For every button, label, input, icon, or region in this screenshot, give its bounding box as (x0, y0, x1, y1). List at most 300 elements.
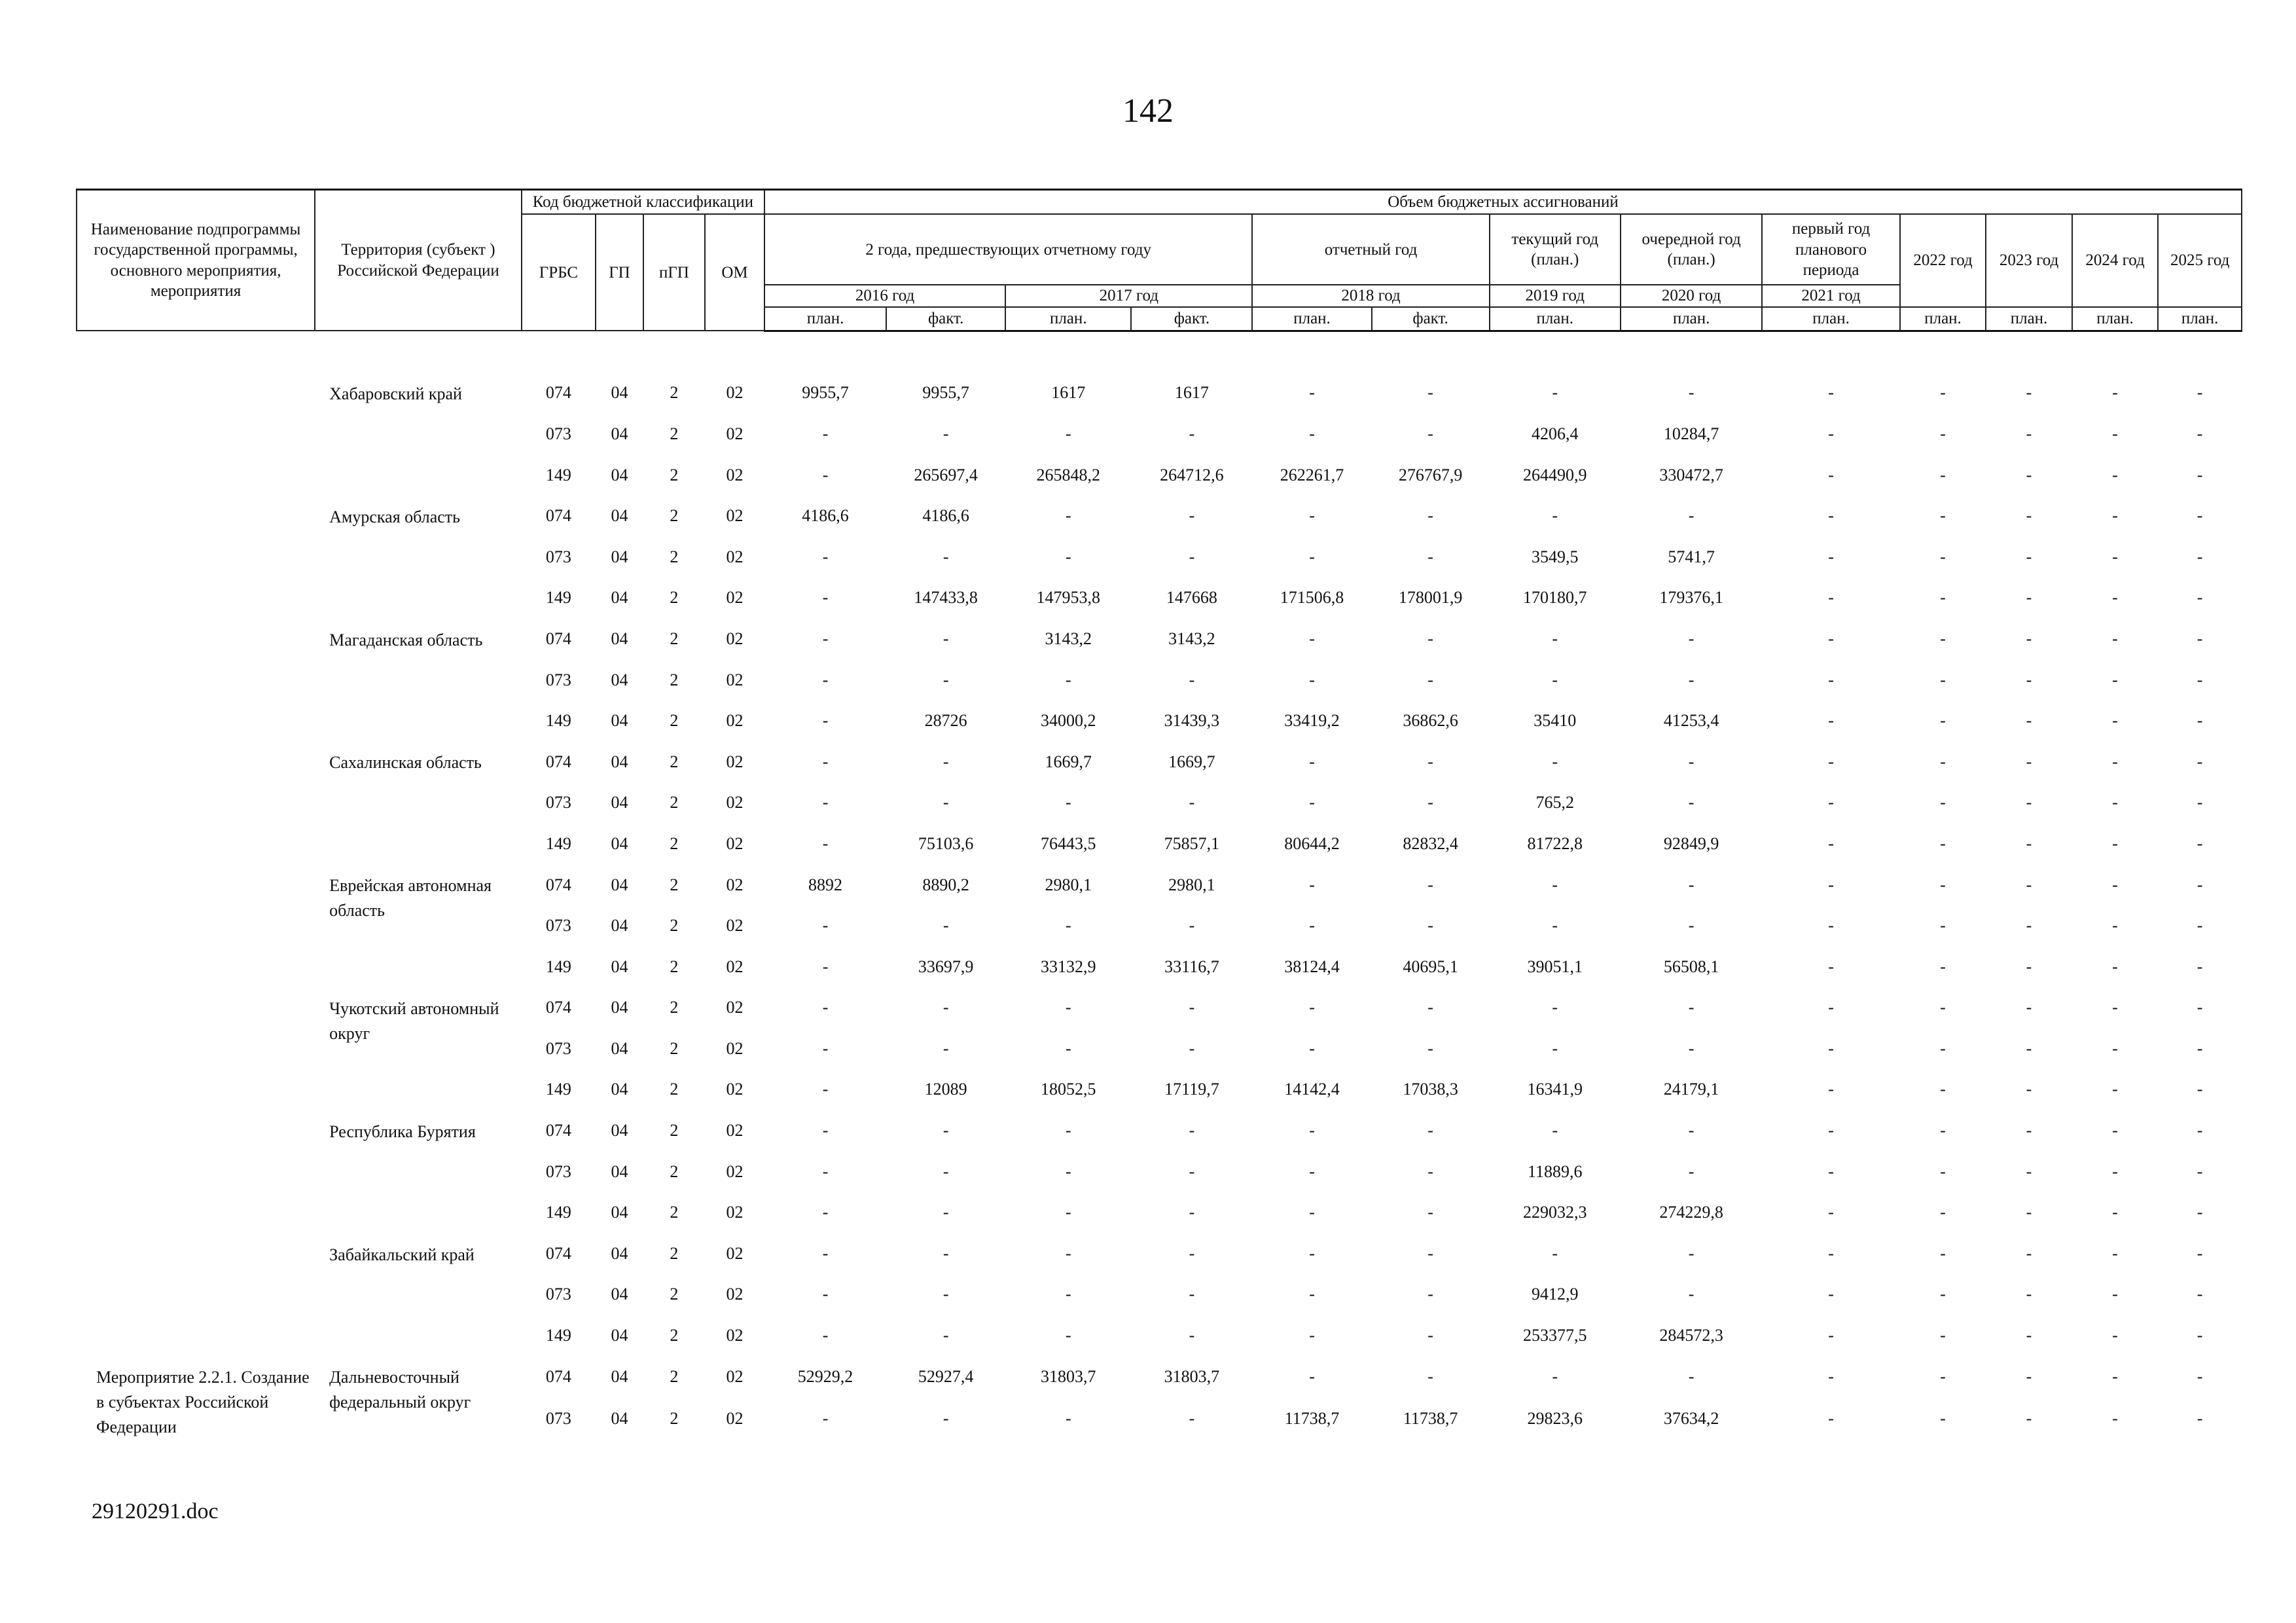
data-cell: - (822, 1080, 829, 1099)
data-cell: - (1828, 506, 1834, 526)
data-cell: 33116,7 (1164, 957, 1219, 976)
header-year-2017: 2017 год (1005, 285, 1252, 306)
data-cell: - (1427, 875, 1433, 894)
data-cell: 147433,8 (914, 588, 978, 608)
data-cell: - (942, 547, 949, 566)
data-cell: - (1688, 506, 1695, 526)
data-cell: - (2026, 1326, 2032, 1345)
data-cell: 04 (611, 916, 628, 936)
data-cell: - (2197, 1161, 2203, 1181)
data-cell: - (822, 424, 829, 443)
data-cell: - (1427, 383, 1433, 403)
data-cell: - (1065, 1121, 1071, 1140)
data-cell: - (1309, 506, 1315, 526)
header-plan: план. (1762, 307, 1899, 331)
table-row (77, 864, 2242, 905)
header-year-2018: 2018 год (1252, 285, 1489, 306)
data-cell: - (2026, 629, 2032, 648)
data-cell: 75857,1 (1164, 833, 1220, 853)
data-cell: 2 (670, 465, 679, 484)
data-cell: - (1065, 1326, 1071, 1345)
data-cell: - (1688, 670, 1695, 689)
data-cell: 2 (670, 670, 679, 689)
data-cell: - (1189, 670, 1195, 689)
data-cell: 04 (611, 1038, 628, 1058)
data-cell: - (2197, 588, 2203, 608)
data-cell: - (2026, 465, 2032, 484)
data-cell: - (1940, 1326, 1946, 1345)
data-cell: 02 (726, 711, 744, 731)
data-cell: 82832,4 (1403, 833, 1458, 853)
header-plan: план. (1490, 307, 1621, 331)
data-cell: - (2197, 465, 2203, 484)
data-cell: - (2197, 711, 2203, 731)
data-cell: - (2197, 875, 2203, 894)
data-cell: - (822, 916, 829, 936)
data-cell: - (2112, 957, 2118, 976)
data-cell: - (1940, 1367, 1946, 1387)
data-cell: - (1940, 957, 1946, 976)
data-cell: - (1309, 916, 1315, 936)
data-cell: - (1688, 875, 1695, 894)
data-cell: - (1065, 793, 1071, 812)
data-cell: - (822, 752, 829, 771)
data-cell: - (1427, 1367, 1433, 1387)
data-cell: - (2197, 1285, 2203, 1304)
data-cell: - (1828, 1326, 1834, 1345)
data-cell: 02 (726, 465, 744, 484)
data-cell: - (2026, 916, 2032, 936)
data-cell: - (942, 1203, 949, 1222)
data-cell: 31439,3 (1164, 711, 1220, 731)
data-cell: - (1940, 793, 1946, 812)
data-cell: - (1427, 547, 1433, 566)
data-cell: - (1189, 1121, 1195, 1140)
data-cell: 35410 (1534, 711, 1577, 731)
data-cell: 02 (726, 875, 744, 894)
data-cell: 074 (545, 998, 571, 1017)
territory-cell: Республика Бурятия (329, 1122, 476, 1141)
data-cell: - (1065, 1408, 1071, 1428)
data-cell: 2 (670, 1367, 679, 1387)
header-plan: план. (1900, 307, 1986, 331)
data-cell: - (1189, 1243, 1195, 1263)
data-cell: - (2197, 752, 2203, 771)
data-cell: 04 (611, 1408, 628, 1428)
data-cell: 9412,9 (1532, 1285, 1579, 1304)
data-cell: - (1828, 629, 1834, 648)
data-cell: - (1828, 833, 1834, 853)
data-cell: - (1552, 1243, 1558, 1263)
data-cell: 5741,7 (1668, 547, 1715, 566)
data-cell: - (1940, 1161, 1946, 1181)
data-cell: - (2112, 1367, 2118, 1387)
data-cell: 264712,6 (1160, 465, 1224, 484)
data-cell: - (1688, 752, 1695, 771)
data-cell: - (2026, 998, 2032, 1017)
data-cell: 4206,4 (1532, 424, 1579, 443)
data-cell: 02 (726, 506, 744, 526)
data-cell: 41253,4 (1663, 711, 1719, 731)
data-cell: 10284,7 (1663, 424, 1719, 443)
data-cell: 80644,2 (1284, 833, 1340, 853)
data-cell: - (1940, 1080, 1946, 1099)
territory-cell: Дальневосточный федеральный округ (329, 1368, 471, 1412)
data-cell: 9955,7 (802, 383, 849, 403)
data-cell: - (1688, 1121, 1695, 1140)
data-cell: - (1189, 547, 1195, 566)
data-cell: 04 (611, 424, 628, 443)
data-cell: - (1940, 1121, 1946, 1140)
data-cell: - (1427, 1038, 1433, 1058)
data-cell: 75103,6 (918, 833, 974, 853)
data-cell: - (1189, 1285, 1195, 1304)
data-cell: 2 (670, 711, 679, 731)
data-cell: - (1427, 1285, 1433, 1304)
data-cell: - (1828, 1367, 1834, 1387)
data-cell: 04 (611, 998, 628, 1017)
data-cell: 149 (545, 588, 571, 608)
data-cell: - (2197, 1038, 2203, 1058)
activity-name-cell: Мероприятие 2.2.1. Создание в субъектах Российской Федерации (96, 1368, 310, 1436)
data-cell: - (1688, 1161, 1695, 1181)
data-cell: - (1688, 1367, 1695, 1387)
data-cell: - (1309, 1121, 1315, 1140)
data-cell: 02 (726, 1243, 744, 1263)
data-cell: - (2112, 833, 2118, 853)
data-cell: 2 (670, 547, 679, 566)
data-cell: - (1940, 833, 1946, 853)
data-cell: 02 (726, 1038, 744, 1058)
header-code-group: Код бюджетной классификации (522, 190, 764, 215)
data-cell: - (2026, 711, 2032, 731)
header-volume-group: Объем бюджетных ассигнований (764, 190, 2242, 215)
data-cell: 2 (670, 1285, 679, 1304)
data-cell: - (1427, 629, 1433, 648)
data-cell: - (2197, 424, 2203, 443)
table-row (77, 987, 2242, 1029)
data-cell: 074 (545, 752, 571, 771)
data-cell: - (2112, 1243, 2118, 1263)
data-cell: 02 (726, 916, 744, 936)
data-cell: - (942, 424, 949, 443)
data-cell: - (942, 1161, 949, 1181)
data-cell: - (822, 1121, 829, 1140)
data-cell: - (2197, 1080, 2203, 1099)
data-cell: 8892 (808, 875, 843, 894)
data-cell: - (1828, 998, 1834, 1017)
header-fact: факт. (886, 307, 1005, 331)
data-cell: 3549,5 (1532, 547, 1579, 566)
data-cell: - (1828, 711, 1834, 731)
data-cell: 149 (545, 833, 571, 853)
data-cell: - (2197, 1203, 2203, 1222)
data-cell: - (822, 1203, 829, 1222)
data-cell: 2 (670, 752, 679, 771)
data-cell: 76443,5 (1041, 833, 1096, 853)
header-fact: факт. (1131, 307, 1252, 331)
spacer (77, 331, 2242, 373)
data-cell: - (1688, 1285, 1695, 1304)
data-cell: 276767,9 (1398, 465, 1463, 484)
data-cell: - (2026, 1038, 2032, 1058)
data-cell: - (1189, 1203, 1195, 1222)
data-cell: - (1309, 793, 1315, 812)
data-cell: - (1828, 752, 1834, 771)
header-territory-col: Территория (субъект ) Российской Федерации (315, 190, 522, 331)
data-cell: 2 (670, 1121, 679, 1140)
data-cell: 04 (611, 1161, 628, 1181)
data-cell: - (822, 998, 829, 1017)
data-cell: - (2112, 875, 2118, 894)
data-cell: - (2026, 1367, 2032, 1387)
data-cell: - (1427, 506, 1433, 526)
data-cell: 34000,2 (1041, 711, 1096, 731)
data-cell: - (2112, 998, 2118, 1017)
data-cell: - (1552, 629, 1558, 648)
data-cell: 073 (545, 547, 571, 566)
data-cell: - (1427, 1326, 1433, 1345)
data-cell: - (2197, 1326, 2203, 1345)
data-cell: 02 (726, 1080, 744, 1099)
data-cell: - (2197, 670, 2203, 689)
data-cell: - (942, 1121, 949, 1140)
data-cell: - (2026, 424, 2032, 443)
data-cell: - (942, 752, 949, 771)
data-cell: - (2112, 1203, 2118, 1222)
data-cell: - (2112, 1161, 2118, 1181)
data-cell: - (1065, 1203, 1071, 1222)
data-cell: - (2197, 957, 2203, 976)
header-year-2022: 2022 год (1900, 214, 1986, 306)
data-cell: 04 (611, 1243, 628, 1263)
data-cell: - (2112, 1080, 2118, 1099)
data-cell: 02 (726, 833, 744, 853)
data-cell: - (2026, 1285, 2032, 1304)
data-cell: 073 (545, 1285, 571, 1304)
data-cell: - (1940, 752, 1946, 771)
data-cell: - (1065, 1285, 1071, 1304)
data-cell: - (2197, 833, 2203, 853)
data-cell: 330472,7 (1659, 465, 1723, 484)
data-cell: - (1065, 1038, 1071, 1058)
data-cell: 2 (670, 1080, 679, 1099)
data-cell: - (2197, 998, 2203, 1017)
data-cell: 149 (545, 1203, 571, 1222)
data-cell: - (2197, 1243, 2203, 1263)
data-cell: 1669,7 (1045, 752, 1092, 771)
data-cell: - (1309, 1038, 1315, 1058)
data-cell: - (822, 1038, 829, 1058)
data-cell: 2 (670, 1326, 679, 1345)
data-cell: - (822, 957, 829, 976)
data-cell: 2980,1 (1168, 875, 1215, 894)
data-cell: 40695,1 (1403, 957, 1458, 976)
data-cell: - (1427, 916, 1433, 936)
data-cell: 02 (726, 383, 744, 403)
table-row (77, 373, 2242, 414)
data-cell: - (1828, 1203, 1834, 1222)
data-cell: - (1828, 793, 1834, 812)
data-cell: 33132,9 (1041, 957, 1096, 976)
data-cell: 04 (611, 1326, 628, 1345)
table-body (77, 331, 2242, 1439)
data-cell: - (1940, 383, 1946, 403)
data-cell: - (1427, 670, 1433, 689)
data-cell: - (822, 1161, 829, 1181)
data-cell: - (2112, 383, 2118, 403)
data-cell: - (1427, 1243, 1433, 1263)
data-cell: 04 (611, 547, 628, 566)
data-cell: - (822, 1408, 829, 1428)
data-cell: - (1940, 998, 1946, 1017)
data-cell: - (2026, 1121, 2032, 1140)
data-cell: - (2026, 1080, 2032, 1099)
data-cell: 1669,7 (1168, 752, 1215, 771)
header-year-2023: 2023 год (1986, 214, 2072, 306)
data-cell: 178001,9 (1398, 588, 1463, 608)
data-cell: - (1940, 711, 1946, 731)
data-cell: - (2197, 547, 2203, 566)
data-cell: 02 (726, 588, 744, 608)
data-cell: - (1688, 383, 1695, 403)
header-first-plan-year: первый год планового периода (1762, 214, 1899, 285)
data-cell: 8890,2 (922, 875, 969, 894)
data-cell: - (2026, 752, 2032, 771)
data-cell: 04 (611, 383, 628, 403)
data-cell: - (1828, 1161, 1834, 1181)
data-cell: - (942, 1285, 949, 1304)
data-cell: - (1940, 1285, 1946, 1304)
header-code-pgp: пГП (643, 214, 705, 331)
data-cell: 04 (611, 588, 628, 608)
data-cell: 2 (670, 957, 679, 976)
data-cell: 04 (611, 711, 628, 731)
data-cell: 149 (545, 465, 571, 484)
header-fact: факт. (1372, 307, 1490, 331)
data-cell: - (822, 1326, 829, 1345)
data-cell: - (1828, 1408, 1834, 1428)
data-cell: 02 (726, 1285, 744, 1304)
data-cell: 02 (726, 752, 744, 771)
data-cell: 04 (611, 957, 628, 976)
footer-filename: 29120291.doc (92, 1499, 219, 1523)
data-cell: - (1828, 916, 1834, 936)
data-cell: 074 (545, 875, 571, 894)
data-cell: 04 (611, 1285, 628, 1304)
data-cell: - (822, 465, 829, 484)
data-cell: 04 (611, 1203, 628, 1222)
data-cell: - (1828, 588, 1834, 608)
header-code-grbs: ГРБС (522, 214, 596, 331)
data-cell: - (2026, 957, 2032, 976)
data-cell: 147668 (1166, 588, 1217, 608)
data-cell: 02 (726, 424, 744, 443)
data-cell: - (2026, 383, 2032, 403)
data-cell: - (1309, 547, 1315, 566)
data-cell: - (942, 1243, 949, 1263)
data-cell: - (942, 1326, 949, 1345)
data-cell: - (2112, 752, 2118, 771)
data-cell: 2 (670, 383, 679, 403)
data-cell: 073 (545, 424, 571, 443)
data-cell: 179376,1 (1659, 588, 1723, 608)
data-cell: - (1309, 1203, 1315, 1222)
data-cell: - (1065, 916, 1071, 936)
data-cell: 253377,5 (1523, 1326, 1587, 1345)
data-cell: - (2112, 629, 2118, 648)
data-cell: 52929,2 (797, 1367, 853, 1387)
data-cell: - (1427, 752, 1433, 771)
data-cell: - (1828, 383, 1834, 403)
data-cell: - (1940, 506, 1946, 526)
data-cell: 2980,1 (1045, 875, 1092, 894)
data-cell: 24179,1 (1663, 1080, 1719, 1099)
table-row (77, 1356, 2242, 1398)
data-cell: - (2112, 1038, 2118, 1058)
data-cell: - (2112, 1408, 2118, 1428)
data-cell: - (1309, 424, 1315, 443)
data-cell: 11738,7 (1403, 1408, 1458, 1428)
data-cell: 17119,7 (1164, 1080, 1219, 1099)
data-cell: 149 (545, 1080, 571, 1099)
data-cell: 265848,2 (1036, 465, 1101, 484)
data-cell: 02 (726, 1408, 744, 1428)
data-cell: - (1552, 998, 1558, 1017)
data-cell: - (1552, 752, 1558, 771)
data-cell: - (1065, 1161, 1071, 1181)
data-cell: - (1828, 670, 1834, 689)
data-cell: 274229,8 (1659, 1203, 1723, 1222)
data-cell: - (2197, 629, 2203, 648)
data-cell: - (1189, 793, 1195, 812)
data-cell: - (1309, 1161, 1315, 1181)
data-cell: 04 (611, 1080, 628, 1099)
data-cell: - (2026, 1408, 2032, 1428)
data-cell: 04 (611, 793, 628, 812)
header-year-2016: 2016 год (764, 285, 1005, 306)
data-cell: - (1688, 916, 1695, 936)
data-cell: - (1189, 506, 1195, 526)
data-cell: 2 (670, 629, 679, 648)
header-reporting-year: отчетный год (1252, 214, 1489, 285)
data-cell: - (1940, 465, 1946, 484)
data-cell: 02 (726, 1367, 744, 1387)
data-cell: - (1309, 383, 1315, 403)
data-cell: 2 (670, 833, 679, 853)
data-cell: 262261,7 (1280, 465, 1344, 484)
data-cell: 02 (726, 1326, 744, 1345)
data-cell: 149 (545, 1326, 571, 1345)
data-cell: 04 (611, 1367, 628, 1387)
data-cell: - (2197, 1121, 2203, 1140)
data-cell: - (1688, 629, 1695, 648)
data-cell: - (1427, 998, 1433, 1017)
data-cell: - (2026, 1243, 2032, 1263)
data-cell: 02 (726, 998, 744, 1017)
header-year-2025: 2025 год (2158, 214, 2242, 306)
data-cell: - (942, 1038, 949, 1058)
data-cell: - (1940, 1243, 1946, 1263)
header-year-2024: 2024 год (2072, 214, 2159, 306)
data-cell: - (2112, 588, 2118, 608)
data-cell: 81722,8 (1527, 833, 1583, 853)
data-cell: - (822, 1243, 829, 1263)
data-cell: - (2026, 547, 2032, 566)
data-cell: - (1552, 1121, 1558, 1140)
table-row (77, 496, 2242, 537)
data-cell: 074 (545, 506, 571, 526)
